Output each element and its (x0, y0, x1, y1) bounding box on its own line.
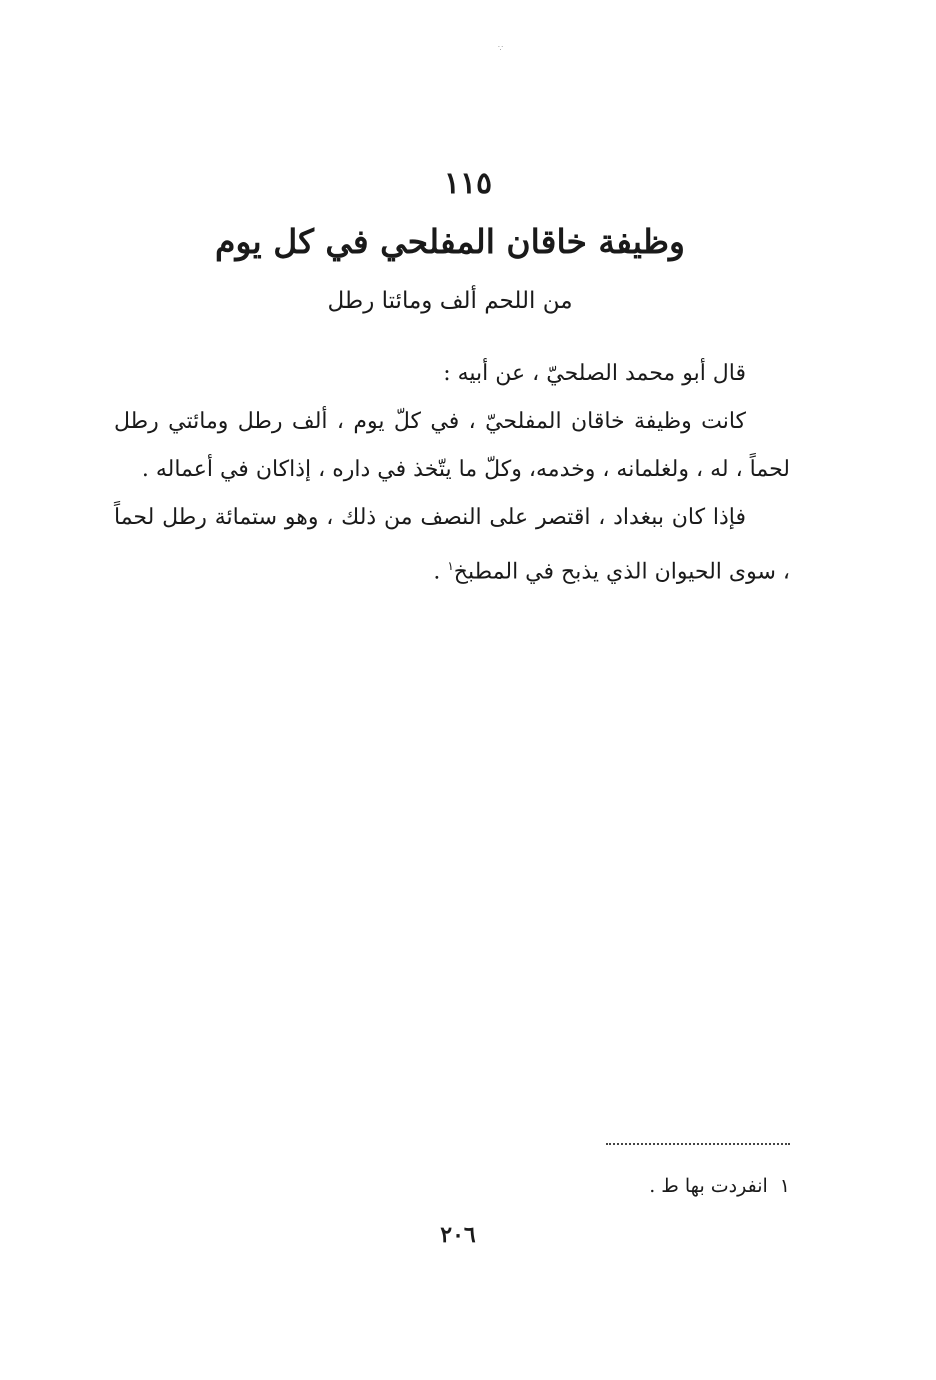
body-text (114, 350, 790, 596)
footnote-reference: ١ (447, 559, 454, 573)
section-title: وظيفة خاقان المفلحي في كل يوم (215, 222, 685, 261)
paragraph-3-text: فإذا كان ببغداد ، اقتصر على النصف من ذلك ، وهو ستمائة رطل لحماً ، سوى الحيوان الذي يذبح في المطبخ (114, 505, 790, 585)
footnote-separator (606, 1143, 790, 1145)
footnote-marker: ١ (779, 1175, 790, 1197)
footnote (560, 1175, 790, 1197)
paragraph-1: قال أبو محمد الصلحيّ ، عن أبيه : (443, 361, 746, 386)
page-number: ٢٠٦ (440, 1222, 476, 1248)
scan-speck: ∵ (498, 44, 504, 53)
footnote-text: انفردت بها ط . (649, 1175, 768, 1197)
paragraph-3 (114, 494, 790, 596)
section-subtitle: من اللحم ألف ومائتا رطل (327, 288, 573, 314)
section-number: ١١٥ (443, 166, 493, 201)
paragraph-2: كانت وظيفة خاقان المفلحيّ ، في كلّ يوم ، ألف رطل ومائتي رطل لحماً ، له ، ولغلمانه ، وخدمه، وكلّ ما يتّخذ في داره ، إذاكان في أعماله . (114, 409, 790, 482)
paragraph-3-end: . (433, 559, 448, 585)
